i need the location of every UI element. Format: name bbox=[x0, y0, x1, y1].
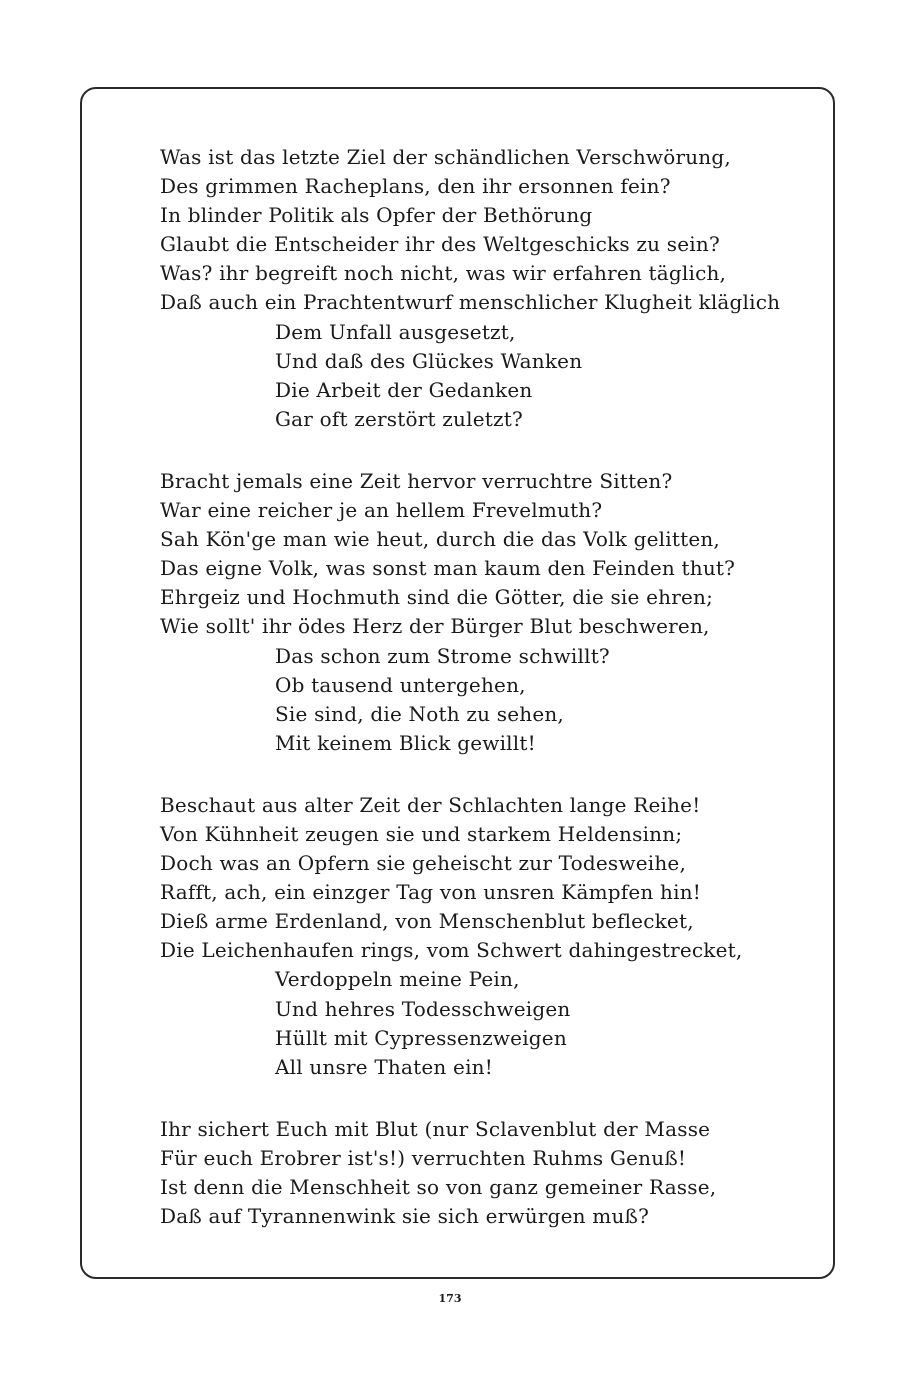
verse-line: Was ist das letzte Ziel der schändlichen Verschwörung, bbox=[160, 145, 731, 169]
verse-line: Bracht jemals eine Zeit hervor verruchtre Sitten? bbox=[160, 468, 673, 493]
verse-line: Ehrgeiz und Hochmuth sind die Götter, die sie ehren; bbox=[160, 585, 714, 610]
verse-line-indented: Und daß des Glückes Wanken bbox=[275, 348, 583, 373]
verse-line: Daß auch ein Prachtentwurf menschlicher Klugheit kläglich bbox=[160, 290, 781, 315]
verse-line: Glaubt die Entscheider ihr des Weltgeschicks zu sein? bbox=[160, 232, 720, 257]
verse-line: Daß auf Tyrannenwink sie sich erwürgen muß? bbox=[160, 1204, 650, 1229]
verse-line-indented: Verdoppeln meine Pein, bbox=[275, 967, 520, 992]
verse-line-indented: Gar oft zerstört zuletzt? bbox=[275, 406, 523, 431]
poem-body bbox=[160, 143, 800, 1264]
stanza-2 bbox=[160, 467, 800, 758]
verse-line: War eine reicher je an hellem Frevelmuth? bbox=[160, 498, 603, 523]
stanza-4 bbox=[160, 1115, 800, 1231]
verse-line-indented: Mit keinem Blick gewillt! bbox=[275, 730, 536, 755]
verse-line: Ihr sichert Euch mit Blut (nur Sclavenblut der Masse bbox=[160, 1116, 711, 1141]
verse-line: Für euch Erobrer ist's!) verruchten Ruhms Genuß! bbox=[160, 1145, 687, 1170]
verse-line: Beschaut aus alter Zeit der Schlachten lange Reihe! bbox=[160, 792, 701, 817]
verse-line: Sah Kön'ge man wie heut, durch die das Volk gelitten, bbox=[160, 527, 720, 552]
verse-line-indented: Und hehres Todesschweigen bbox=[275, 996, 571, 1021]
verse-line: Von Kühnheit zeugen sie und starkem Heldensinn; bbox=[160, 821, 683, 846]
verse-line-indented: Hüllt mit Cypressenzweigen bbox=[275, 1025, 567, 1050]
verse-line-indented: Die Arbeit der Gedanken bbox=[275, 377, 533, 402]
verse-line: Dieß arme Erdenland, von Menschenblut beflecket, bbox=[160, 909, 694, 934]
stanza-1 bbox=[160, 143, 800, 434]
verse-line-indented: Dem Unfall ausgesetzt, bbox=[275, 319, 516, 344]
verse-line-indented: Das schon zum Strome schwillt? bbox=[275, 643, 610, 668]
verse-line: Wie sollt' ihr ödes Herz der Bürger Blut beschweren, bbox=[160, 614, 710, 639]
verse-line-indented: Ob tausend untergehen, bbox=[275, 672, 526, 697]
verse-line: Was? ihr begreift noch nicht, was wir erfahren täglich, bbox=[160, 261, 727, 286]
verse-line-indented: Sie sind, die Noth zu sehen, bbox=[275, 701, 564, 726]
verse-line-indented: All unsre Thaten ein! bbox=[275, 1054, 493, 1079]
verse-line: Die Leichenhaufen rings, vom Schwert dahingestrecket, bbox=[160, 938, 743, 963]
verse-line: In blinder Politik als Opfer der Bethörung bbox=[160, 203, 593, 228]
verse-line: Ist denn die Menschheit so von ganz gemeiner Rasse, bbox=[160, 1175, 717, 1199]
verse-line: Des grimmen Racheplans, den ihr ersonnen fein? bbox=[160, 174, 671, 199]
verse-line: Doch was an Opfern sie geheischt zur Todesweihe, bbox=[160, 851, 687, 876]
verse-line: Das eigne Volk, was sonst man kaum den Feinden thut? bbox=[160, 556, 736, 581]
page-number: 173 bbox=[438, 1292, 462, 1305]
stanza-3 bbox=[160, 791, 800, 1082]
verse-line: Rafft, ach, ein einzger Tag von unsren Kämpfen hin! bbox=[160, 880, 702, 905]
